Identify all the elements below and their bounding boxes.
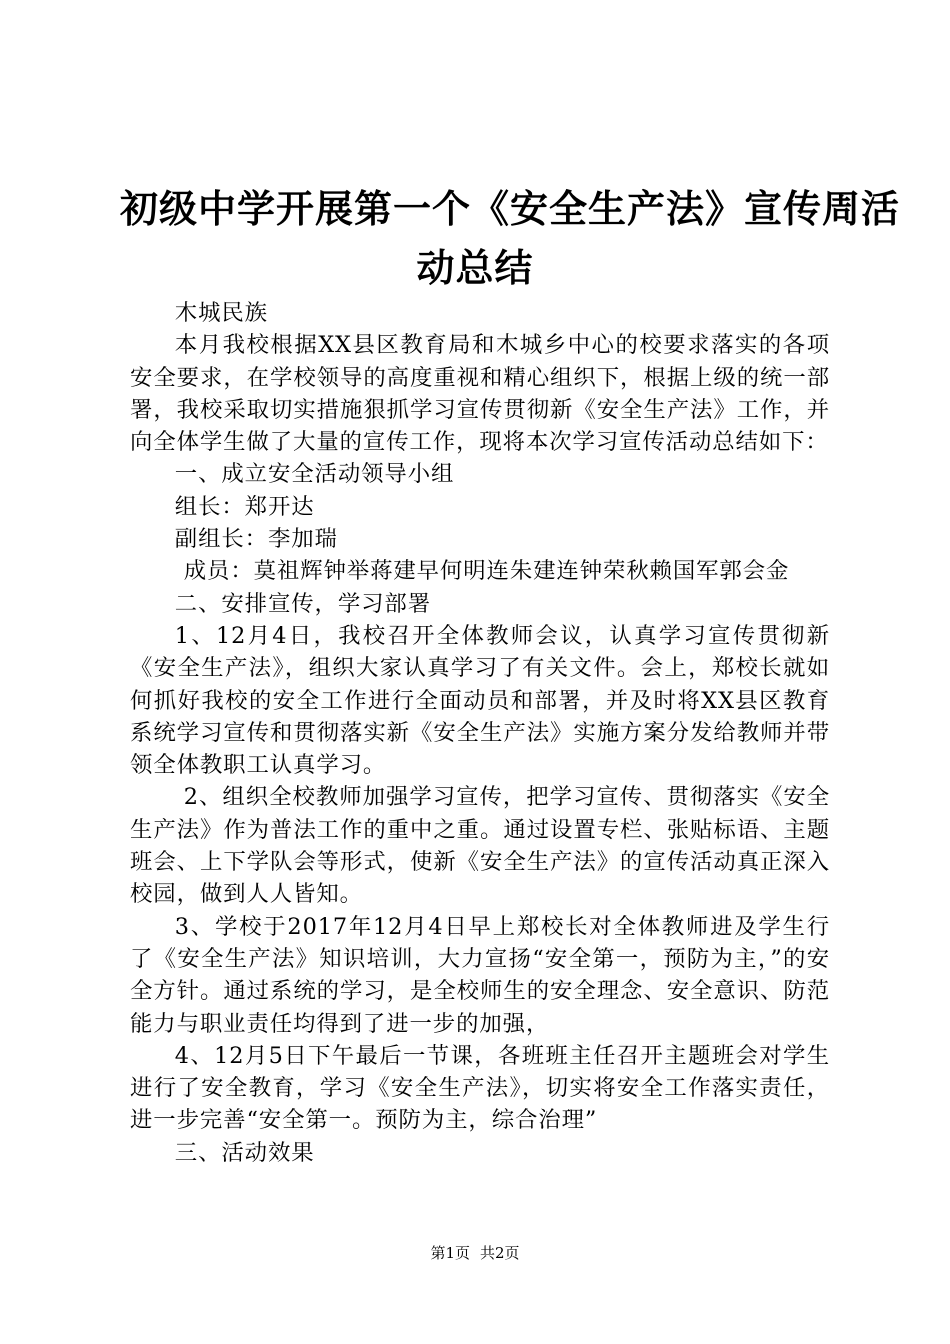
- section-heading-2: 二、安排宣传，学习部署: [174, 590, 431, 617]
- deputy-leader-line: 副组长：李加瑞: [174, 526, 338, 553]
- item-paragraph-1: 1、12月4日，我校召开全体教师会议，认真学习宣传贯彻新《安全生产法》，组织大家认真学习了有关文件。会上，郑校长就如何抓好我校的安全工作进行全面动员和部署，并及时将XX县区教育系统学习宣传和贯彻落实新《安全生产法》实施方案分发给教师并带领全体教职工认真学习。: [130, 622, 830, 779]
- page-number: 第1页: [430, 1244, 470, 1262]
- document-body: [130, 297, 830, 1169]
- page-total: 共2页: [480, 1244, 520, 1262]
- page-footer: [0, 1246, 950, 1261]
- item-paragraph-2: 2、组织全校教师加强学习宣传，把学习宣传、贯彻落实《安全生产法》作为普法工作的重中之重。通过设置专栏、张贴标语、主题班会、上下学队会等形式，使新《安全生产法》的宣传活动真正深入校园，做到人人皆知。: [130, 784, 830, 908]
- school-name: 木城民族: [174, 300, 268, 326]
- document-title-line-2: 动总结: [416, 245, 534, 290]
- members-line: 成员：莫祖辉钟举蒋建早何明连朱建连钟荣秋赖国军郭会金: [183, 558, 790, 585]
- section-heading-3: 三、活动效果: [174, 1139, 315, 1166]
- item-paragraph-4: 4、12月5日下午最后一节课，各班班主任召开主题班会对学生进行了安全教育，学习《安全生产法》，切实将安全工作落实责任，进一步完善“安全第一。预防为主，综合治理”: [130, 1042, 830, 1134]
- item-paragraph-3: 3、学校于2017年12月4日早上郑校长对全体教师进及学生行了《安全生产法》知识培训，大力宣扬“安全第一，预防为主，”的安全方针。通过系统的学习，是全校师生的安全理念、安全意识、防范能力与职业责任均得到了进一步的加强，: [130, 913, 830, 1037]
- leader-line: 组长：郑开达: [174, 493, 315, 520]
- intro-paragraph: 本月我校根据XX县区教育局和木城乡中心的校要求落实的各项安全要求，在学校领导的高度重视和精心组织下，根据上级的统一部署，我校采取切实措施狠抓学习宣传贯彻新《安全生产法》工作，并向全体学生做了大量的宣传工作，现将本次学习宣传活动总结如下：: [130, 332, 830, 456]
- document-title-line-1: 初级中学开展第一个《安全生产法》宣传周活: [120, 186, 901, 231]
- section-heading-1: 一、成立安全活动领导小组: [174, 461, 455, 488]
